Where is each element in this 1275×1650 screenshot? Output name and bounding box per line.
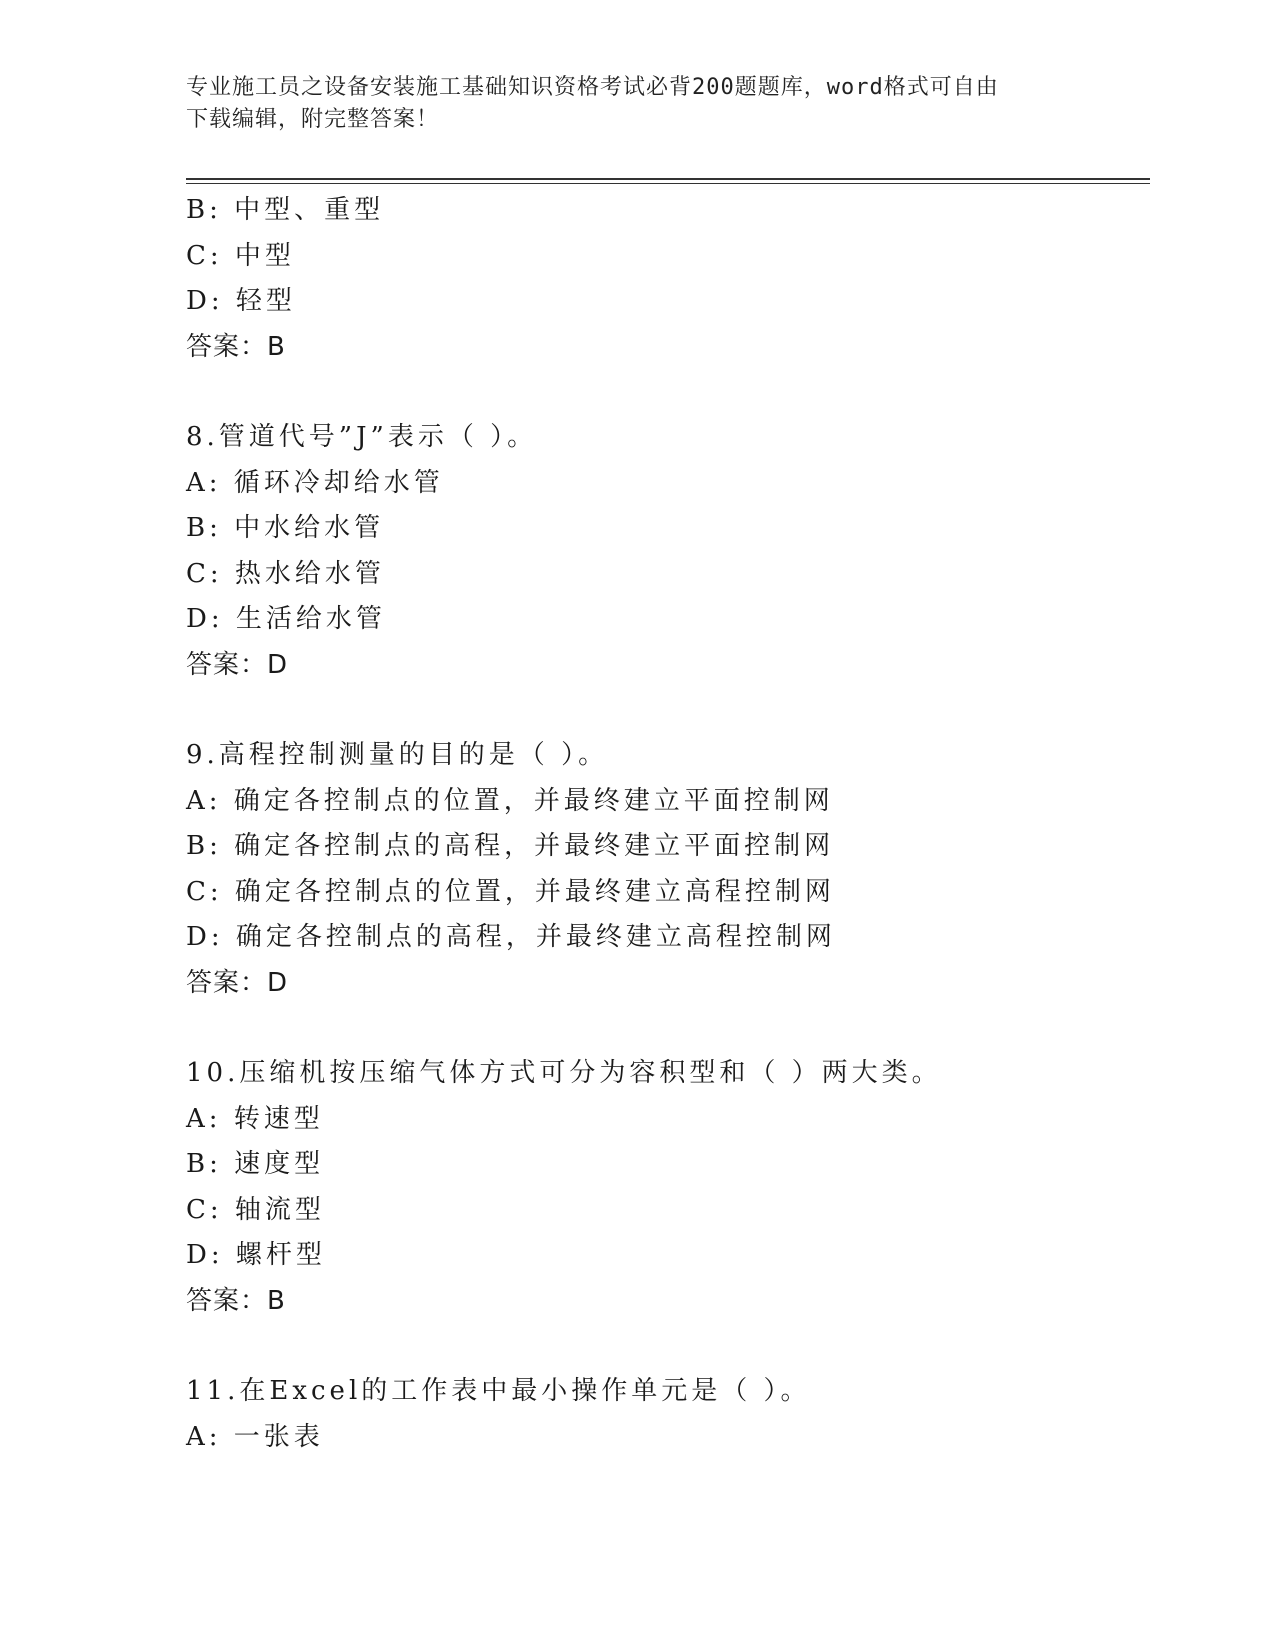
header-divider-thick <box>186 178 1150 180</box>
header-line-1: 专业施工员之设备安装施工基础知识资格考试必背200题题库，word格式可自由 <box>186 75 999 100</box>
question-stem: 8.管道代号”J”表示（ ）。 <box>186 422 538 452</box>
question-stem: 9.高程控制测量的目的是（ ）。 <box>186 740 609 770</box>
option-d: D: 螺杆型 <box>186 1240 326 1270</box>
question-10 <box>186 1051 1150 1324</box>
question-stem: 11.在Excel的工作表中最小操作单元是（ ）。 <box>186 1376 811 1406</box>
question-7-fragment <box>186 188 1150 370</box>
option-b: B: 中型、重型 <box>186 195 385 225</box>
answer-line: 答案：D <box>186 967 289 998</box>
option-c: C: 轴流型 <box>186 1194 325 1225</box>
answer-line: 答案：B <box>186 1285 286 1316</box>
document-header <box>186 72 1066 136</box>
option-a: A: 确定各控制点的位置，并最终建立平面控制网 <box>186 785 834 816</box>
option-c: C: 热水给水管 <box>186 558 385 589</box>
option-a: A: 循环冷却给水管 <box>186 467 444 498</box>
option-a: A: 一张表 <box>186 1421 324 1452</box>
header-line-2: 下载编辑，附完整答案！ <box>186 107 440 132</box>
answer-line: 答案：D <box>186 649 289 680</box>
question-8 <box>186 415 1150 688</box>
question-stem: 10.压缩机按压缩气体方式可分为容积型和（ ）两大类。 <box>186 1058 942 1088</box>
option-d: D: 轻型 <box>186 286 296 316</box>
option-c: C: 中型 <box>186 240 295 271</box>
answer-line: 答案：B <box>186 331 286 362</box>
option-b: B: 速度型 <box>186 1149 325 1179</box>
option-b: B: 确定各控制点的高程，并最终建立平面控制网 <box>186 831 835 861</box>
document-body <box>186 188 1150 1460</box>
header-divider-thin <box>186 183 1150 184</box>
question-11 <box>186 1369 1150 1460</box>
option-d: D: 确定各控制点的高程，并最终建立高程控制网 <box>186 922 836 952</box>
option-c: C: 确定各控制点的位置，并最终建立高程控制网 <box>186 876 835 907</box>
question-9 <box>186 733 1150 1006</box>
option-d: D: 生活给水管 <box>186 604 386 634</box>
option-a: A: 转速型 <box>186 1103 324 1134</box>
option-b: B: 中水给水管 <box>186 513 385 543</box>
